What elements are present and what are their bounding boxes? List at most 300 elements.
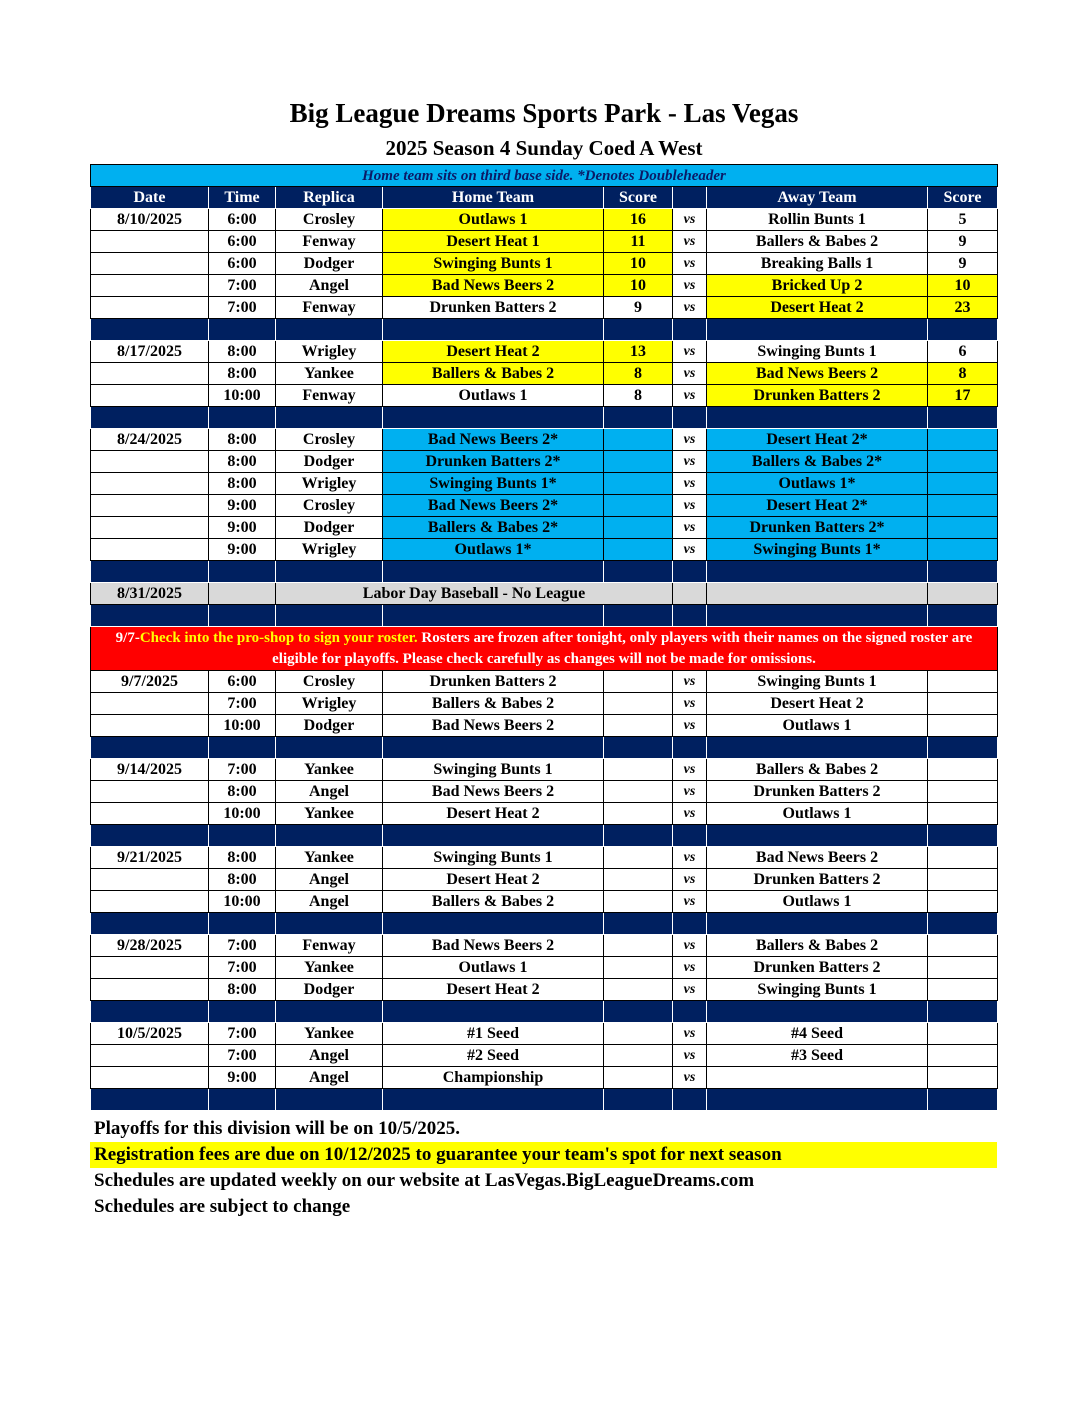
away-score-cell: [928, 803, 998, 825]
separator-cell: [209, 561, 276, 583]
separator-cell: [383, 605, 604, 627]
vs-cell: vs: [673, 275, 707, 297]
away-score-cell: [928, 451, 998, 473]
home-team-cell: Drunken Batters 2: [383, 297, 604, 319]
website-note: Schedules are updated weekly on our website at LasVegas.BigLeagueDreams.com: [94, 1170, 755, 1191]
home-team-cell: Swinging Bunts 1*: [383, 473, 604, 495]
header-row: [91, 187, 998, 209]
header-date: Date: [91, 187, 209, 209]
vs-cell: vs: [673, 781, 707, 803]
home-score-cell: [604, 979, 673, 1001]
time-cell: 6:00: [209, 671, 276, 693]
away-team-cell: Rollin Bunts 1: [707, 209, 928, 231]
game-row: [91, 891, 998, 913]
time-cell: 9:00: [209, 539, 276, 561]
date-cell: [91, 253, 209, 275]
header-vs: [673, 187, 707, 209]
field-cell: Angel: [276, 275, 383, 297]
separator-cell: [604, 407, 673, 429]
home-team-cell: Swinging Bunts 1: [383, 253, 604, 275]
roster-alert: [91, 627, 998, 671]
date-cell: 9/28/2025: [91, 935, 209, 957]
time-cell: 8:00: [209, 341, 276, 363]
away-team-cell: Outlaws 1: [707, 715, 928, 737]
separator-cell: [928, 913, 998, 935]
field-cell: Fenway: [276, 935, 383, 957]
game-row: [91, 671, 998, 693]
separator-cell: [707, 605, 928, 627]
separator-cell: [91, 561, 209, 583]
home-team-cell: Desert Heat 2: [383, 979, 604, 1001]
game-row: [91, 957, 998, 979]
separator-cell: [383, 319, 604, 341]
away-team-cell: Desert Heat 2: [707, 693, 928, 715]
game-row: [91, 253, 998, 275]
schedule-table: [90, 164, 998, 1111]
date-cell: [91, 539, 209, 561]
home-team-cell: Ballers & Babes 2: [383, 693, 604, 715]
time-cell: 7:00: [209, 1023, 276, 1045]
date-cell: 8/31/2025: [91, 583, 209, 605]
time-cell: 7:00: [209, 935, 276, 957]
time-cell: 7:00: [209, 693, 276, 715]
game-row: [91, 209, 998, 231]
doubleheader-note: Home team sits on third base side. *Denotes Doubleheader: [91, 165, 998, 187]
separator-cell: [383, 825, 604, 847]
home-score-cell: 11: [604, 231, 673, 253]
roster-alert-row: [91, 627, 998, 671]
home-score-cell: [604, 1067, 673, 1089]
home-team-cell: Swinging Bunts 1: [383, 847, 604, 869]
home-score-cell: [604, 781, 673, 803]
separator-cell: [673, 1089, 707, 1111]
vs-cell: vs: [673, 979, 707, 1001]
home-score-cell: 13: [604, 341, 673, 363]
registration-note: Registration fees are due on 10/12/2025 to guarantee your team's spot for next season: [90, 1142, 997, 1168]
alert-highlight: Check into the pro-shop to sign your roster.: [139, 629, 418, 646]
game-row: [91, 869, 998, 891]
home-team-cell: Outlaws 1: [383, 209, 604, 231]
home-score-cell: [604, 693, 673, 715]
field-cell: Dodger: [276, 715, 383, 737]
separator-cell: [707, 407, 928, 429]
separator-row: [91, 1089, 998, 1111]
away-team-cell: Swinging Bunts 1*: [707, 539, 928, 561]
away-score-cell: [928, 957, 998, 979]
vs-cell: vs: [673, 935, 707, 957]
away-score-cell: [928, 715, 998, 737]
empty-cell: [673, 583, 707, 605]
header-replica: Replica: [276, 187, 383, 209]
home-team-cell: Bad News Beers 2: [383, 935, 604, 957]
separator-cell: [673, 605, 707, 627]
separator-cell: [276, 605, 383, 627]
separator-cell: [928, 737, 998, 759]
home-score-cell: [604, 495, 673, 517]
away-score-cell: [928, 1045, 998, 1067]
vs-cell: vs: [673, 869, 707, 891]
date-cell: [91, 473, 209, 495]
away-score-cell: [928, 1023, 998, 1045]
home-score-cell: [604, 517, 673, 539]
date-cell: [91, 495, 209, 517]
field-cell: Crosley: [276, 671, 383, 693]
home-score-cell: 10: [604, 275, 673, 297]
change-note: Schedules are subject to change: [94, 1196, 351, 1217]
vs-cell: vs: [673, 1067, 707, 1089]
separator-cell: [209, 913, 276, 935]
vs-cell: vs: [673, 495, 707, 517]
no-league-label: Labor Day Baseball - No League: [276, 583, 673, 605]
separator-cell: [276, 561, 383, 583]
vs-cell: vs: [673, 1023, 707, 1045]
away-score-cell: [928, 869, 998, 891]
separator-row: [91, 825, 998, 847]
date-cell: 9/14/2025: [91, 759, 209, 781]
time-cell: 9:00: [209, 495, 276, 517]
separator-cell: [673, 825, 707, 847]
away-score-cell: 17: [928, 385, 998, 407]
vs-cell: vs: [673, 209, 707, 231]
field-cell: Crosley: [276, 495, 383, 517]
away-team-cell: Desert Heat 2*: [707, 495, 928, 517]
field-cell: Yankee: [276, 363, 383, 385]
field-cell: Angel: [276, 891, 383, 913]
separator-cell: [707, 1001, 928, 1023]
away-score-cell: [928, 847, 998, 869]
separator-cell: [928, 825, 998, 847]
vs-cell: vs: [673, 957, 707, 979]
separator-cell: [383, 561, 604, 583]
separator-cell: [91, 737, 209, 759]
field-cell: Wrigley: [276, 473, 383, 495]
field-cell: Angel: [276, 1045, 383, 1067]
vs-cell: vs: [673, 385, 707, 407]
separator-cell: [91, 319, 209, 341]
separator-cell: [707, 913, 928, 935]
separator-cell: [383, 1001, 604, 1023]
away-team-cell: Swinging Bunts 1: [707, 671, 928, 693]
date-cell: [91, 363, 209, 385]
home-score-cell: [604, 847, 673, 869]
field-cell: Wrigley: [276, 539, 383, 561]
game-row: [91, 363, 998, 385]
separator-cell: [276, 737, 383, 759]
away-team-cell: [707, 1067, 928, 1089]
no-league-row: [91, 583, 998, 605]
away-team-cell: Desert Heat 2: [707, 297, 928, 319]
field-cell: Angel: [276, 781, 383, 803]
game-row: [91, 297, 998, 319]
time-cell: 10:00: [209, 891, 276, 913]
home-team-cell: Desert Heat 2: [383, 803, 604, 825]
away-team-cell: Ballers & Babes 2*: [707, 451, 928, 473]
field-cell: Dodger: [276, 979, 383, 1001]
field-cell: Wrigley: [276, 693, 383, 715]
home-team-cell: Desert Heat 2: [383, 341, 604, 363]
separator-cell: [383, 913, 604, 935]
date-cell: 10/5/2025: [91, 1023, 209, 1045]
time-cell: 6:00: [209, 231, 276, 253]
home-score-cell: [604, 451, 673, 473]
date-cell: [91, 231, 209, 253]
vs-cell: vs: [673, 429, 707, 451]
game-row: [91, 979, 998, 1001]
time-cell: 8:00: [209, 363, 276, 385]
field-cell: Dodger: [276, 451, 383, 473]
separator-cell: [928, 605, 998, 627]
date-cell: 9/7/2025: [91, 671, 209, 693]
game-row: [91, 517, 998, 539]
separator-cell: [673, 913, 707, 935]
away-team-cell: Ballers & Babes 2: [707, 759, 928, 781]
separator-row: [91, 737, 998, 759]
separator-cell: [91, 1001, 209, 1023]
home-team-cell: Drunken Batters 2: [383, 671, 604, 693]
separator-row: [91, 319, 998, 341]
home-team-cell: Outlaws 1: [383, 385, 604, 407]
away-team-cell: Swinging Bunts 1: [707, 341, 928, 363]
field-cell: Crosley: [276, 429, 383, 451]
vs-cell: vs: [673, 1045, 707, 1067]
time-cell: 8:00: [209, 451, 276, 473]
time-cell: 8:00: [209, 847, 276, 869]
time-cell: 7:00: [209, 759, 276, 781]
home-team-cell: Ballers & Babes 2: [383, 891, 604, 913]
home-team-cell: Outlaws 1: [383, 957, 604, 979]
game-row: [91, 1023, 998, 1045]
home-team-cell: #1 Seed: [383, 1023, 604, 1045]
time-cell: 9:00: [209, 517, 276, 539]
away-team-cell: Drunken Batters 2: [707, 781, 928, 803]
away-team-cell: #3 Seed: [707, 1045, 928, 1067]
away-team-cell: Bad News Beers 2: [707, 363, 928, 385]
separator-row: [91, 561, 998, 583]
field-cell: Yankee: [276, 803, 383, 825]
footer-notes: [90, 1116, 997, 1220]
away-score-cell: [928, 495, 998, 517]
vs-cell: vs: [673, 253, 707, 275]
separator-cell: [604, 1001, 673, 1023]
date-cell: 9/21/2025: [91, 847, 209, 869]
separator-cell: [276, 1089, 383, 1111]
time-cell: 9:00: [209, 1067, 276, 1089]
game-row: [91, 781, 998, 803]
time-cell: 7:00: [209, 297, 276, 319]
date-cell: [91, 715, 209, 737]
separator-cell: [928, 561, 998, 583]
vs-cell: vs: [673, 517, 707, 539]
date-cell: [91, 1045, 209, 1067]
date-cell: [91, 1067, 209, 1089]
date-cell: [91, 891, 209, 913]
time-cell: 7:00: [209, 275, 276, 297]
away-score-cell: 10: [928, 275, 998, 297]
away-score-cell: 8: [928, 363, 998, 385]
away-team-cell: Breaking Balls 1: [707, 253, 928, 275]
away-score-cell: [928, 517, 998, 539]
home-score-cell: [604, 473, 673, 495]
game-row: [91, 473, 998, 495]
away-team-cell: Outlaws 1: [707, 803, 928, 825]
away-score-cell: [928, 1067, 998, 1089]
time-cell: 8:00: [209, 473, 276, 495]
home-score-cell: 8: [604, 385, 673, 407]
empty-cell: [209, 583, 276, 605]
home-score-cell: [604, 429, 673, 451]
home-score-cell: 8: [604, 363, 673, 385]
date-cell: 8/10/2025: [91, 209, 209, 231]
home-score-cell: 9: [604, 297, 673, 319]
empty-cell: [707, 583, 928, 605]
game-row: [91, 341, 998, 363]
vs-cell: vs: [673, 231, 707, 253]
separator-cell: [604, 319, 673, 341]
separator-row: [91, 605, 998, 627]
playoffs-note: Playoffs for this division will be on 10/5/2025.: [94, 1118, 460, 1139]
time-cell: 7:00: [209, 1045, 276, 1067]
away-score-cell: [928, 759, 998, 781]
game-row: [91, 759, 998, 781]
time-cell: 10:00: [209, 385, 276, 407]
field-cell: Dodger: [276, 253, 383, 275]
header-time: Time: [209, 187, 276, 209]
away-team-cell: Bricked Up 2: [707, 275, 928, 297]
away-team-cell: Bad News Beers 2: [707, 847, 928, 869]
separator-cell: [604, 737, 673, 759]
time-cell: 8:00: [209, 869, 276, 891]
away-score-cell: [928, 693, 998, 715]
away-team-cell: Drunken Batters 2: [707, 957, 928, 979]
date-cell: [91, 869, 209, 891]
separator-cell: [673, 407, 707, 429]
home-score-cell: [604, 715, 673, 737]
separator-cell: [209, 825, 276, 847]
date-cell: [91, 693, 209, 715]
separator-cell: [91, 825, 209, 847]
date-cell: [91, 517, 209, 539]
home-score-cell: [604, 935, 673, 957]
home-team-cell: Bad News Beers 2: [383, 781, 604, 803]
vs-cell: vs: [673, 891, 707, 913]
game-row: [91, 539, 998, 561]
alert-text: Rosters are frozen after tonight, only players with their names on the signed roster are eligible for playoffs. Please check carefully as changes will not be made for omissions.: [272, 629, 973, 667]
home-team-cell: Drunken Batters 2*: [383, 451, 604, 473]
vs-cell: vs: [673, 715, 707, 737]
separator-cell: [604, 1089, 673, 1111]
away-team-cell: Ballers & Babes 2: [707, 231, 928, 253]
time-cell: 10:00: [209, 715, 276, 737]
separator-row: [91, 913, 998, 935]
home-score-cell: [604, 539, 673, 561]
home-team-cell: Bad News Beers 2*: [383, 429, 604, 451]
game-row: [91, 693, 998, 715]
home-team-cell: Bad News Beers 2: [383, 715, 604, 737]
away-score-cell: 9: [928, 253, 998, 275]
separator-row: [91, 1001, 998, 1023]
away-team-cell: Swinging Bunts 1: [707, 979, 928, 1001]
field-cell: Fenway: [276, 231, 383, 253]
separator-cell: [209, 407, 276, 429]
away-team-cell: #4 Seed: [707, 1023, 928, 1045]
away-score-cell: [928, 891, 998, 913]
separator-cell: [209, 319, 276, 341]
separator-cell: [673, 561, 707, 583]
field-cell: Angel: [276, 1067, 383, 1089]
vs-cell: vs: [673, 671, 707, 693]
field-cell: Angel: [276, 869, 383, 891]
separator-cell: [928, 1089, 998, 1111]
game-row: [91, 715, 998, 737]
separator-cell: [383, 1089, 604, 1111]
field-cell: Fenway: [276, 297, 383, 319]
away-team-cell: Ballers & Babes 2: [707, 935, 928, 957]
date-cell: [91, 297, 209, 319]
away-score-cell: 5: [928, 209, 998, 231]
time-cell: 8:00: [209, 979, 276, 1001]
separator-cell: [928, 407, 998, 429]
game-row: [91, 451, 998, 473]
game-row: [91, 275, 998, 297]
field-cell: Fenway: [276, 385, 383, 407]
home-score-cell: [604, 1023, 673, 1045]
away-team-cell: Drunken Batters 2*: [707, 517, 928, 539]
home-team-cell: Ballers & Babes 2: [383, 363, 604, 385]
separator-cell: [707, 1089, 928, 1111]
date-cell: [91, 979, 209, 1001]
field-cell: Dodger: [276, 517, 383, 539]
away-team-cell: Outlaws 1: [707, 891, 928, 913]
home-team-cell: Championship: [383, 1067, 604, 1089]
separator-cell: [707, 825, 928, 847]
separator-cell: [209, 1089, 276, 1111]
game-row: [91, 803, 998, 825]
game-row: [91, 231, 998, 253]
header-away-score: Score: [928, 187, 998, 209]
home-team-cell: Ballers & Babes 2*: [383, 517, 604, 539]
time-cell: 6:00: [209, 253, 276, 275]
away-team-cell: Desert Heat 2*: [707, 429, 928, 451]
game-row: [91, 1067, 998, 1089]
separator-cell: [276, 825, 383, 847]
home-team-cell: Desert Heat 1: [383, 231, 604, 253]
vs-cell: vs: [673, 341, 707, 363]
separator-cell: [673, 319, 707, 341]
vs-cell: vs: [673, 693, 707, 715]
away-score-cell: 23: [928, 297, 998, 319]
separator-cell: [276, 407, 383, 429]
away-score-cell: [928, 979, 998, 1001]
separator-cell: [707, 319, 928, 341]
home-team-cell: Desert Heat 2: [383, 869, 604, 891]
game-row: [91, 1045, 998, 1067]
away-team-cell: Drunken Batters 2: [707, 869, 928, 891]
field-cell: Yankee: [276, 847, 383, 869]
separator-cell: [91, 913, 209, 935]
home-score-cell: [604, 759, 673, 781]
time-cell: 7:00: [209, 957, 276, 979]
game-row: [91, 385, 998, 407]
date-cell: [91, 803, 209, 825]
time-cell: 6:00: [209, 209, 276, 231]
date-cell: 8/17/2025: [91, 341, 209, 363]
separator-cell: [673, 737, 707, 759]
separator-cell: [928, 319, 998, 341]
field-cell: Wrigley: [276, 341, 383, 363]
separator-cell: [276, 1001, 383, 1023]
date-cell: [91, 385, 209, 407]
home-team-cell: #2 Seed: [383, 1045, 604, 1067]
